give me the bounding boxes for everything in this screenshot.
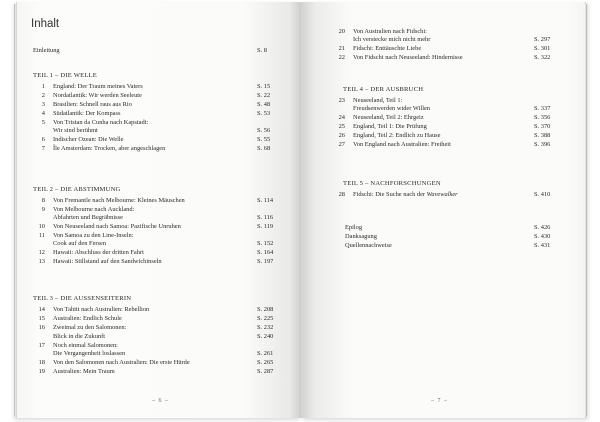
chapter-number: 15 xyxy=(38,315,45,322)
chapter-title-line: Von Fidschi nach Neuseeland: Hindernisse xyxy=(353,54,463,62)
chapter-title-line: Hawaii: Stillstand auf den Sandwichinseln xyxy=(53,258,162,266)
chapter-number: 18 xyxy=(38,359,45,367)
left-page xyxy=(16,2,301,418)
chapter-title-line: Blick in die Zukunft xyxy=(53,333,106,340)
page-reference: S. 232 xyxy=(257,324,274,331)
page-reference: S. 388 xyxy=(534,132,551,140)
chapter-title-line: Abfahrten und Begräbnisse xyxy=(53,214,123,222)
chapter-title-line: Cook auf den Fersen xyxy=(53,240,107,248)
page-reference: S. 322 xyxy=(534,54,551,62)
chapter-number: 20 xyxy=(338,28,345,35)
page-reference: S. 152 xyxy=(257,240,274,248)
chapter-number: 8 xyxy=(41,197,45,204)
chapter-title-line: Freudsenwerden wider Willen xyxy=(353,105,430,113)
chapter-number: 10 xyxy=(38,223,45,231)
chapter-title-line: Südatlantik: Der Kompass xyxy=(53,110,121,117)
page-reference: S. 8 xyxy=(257,47,267,54)
chapter-number: 6 xyxy=(41,136,45,144)
chapter-title-line: Nordatlantik: Wir werden Seeleute xyxy=(53,92,142,99)
chapter-number: 17 xyxy=(38,342,45,349)
chapter-title-line: Hawaii: Abschluss der dritten Fahrt xyxy=(53,249,144,257)
page-reference: S. 15 xyxy=(257,83,271,90)
page-reference: S. 396 xyxy=(534,141,551,149)
page-reference: S. 56 xyxy=(257,127,271,135)
page-reference: S. 164 xyxy=(257,249,274,257)
page-reference: S. 119 xyxy=(257,223,274,231)
page-reference: S. 431 xyxy=(534,241,551,249)
page-reference: S. 55 xyxy=(257,136,271,144)
page-reference: S. 261 xyxy=(257,350,274,358)
chapter-number: 25 xyxy=(338,123,345,131)
right-page xyxy=(301,2,586,418)
section-heading: TEIL 4 – DER AUSBRUCH xyxy=(343,86,424,93)
back-matter-title: Epilog xyxy=(345,224,363,231)
page-reference: S. 410 xyxy=(534,191,551,198)
chapter-number: 23 xyxy=(338,97,345,104)
chapter-title-line: England: Der Traum meines Vaters xyxy=(53,83,143,90)
chapter-title-line: England, Teil 2: Endlich zu Hause xyxy=(353,132,441,140)
page-reference: S. 370 xyxy=(534,123,551,131)
chapter-title-line: Von Tahiti nach Australien: Rebellion xyxy=(53,306,150,313)
page-reference: S. 197 xyxy=(257,258,274,266)
chapter-title-line: Von Neuseeland nach Samoa: Pazifische Unruhen xyxy=(53,223,181,231)
chapter-title-line: Australien: Endlich Schule xyxy=(53,315,122,322)
page-reference: S. 225 xyxy=(257,315,274,322)
chapter-title-line: Indischer Ozean: Die Welle xyxy=(53,136,124,144)
page-number-right: – 7 – xyxy=(431,398,448,404)
chapter-number: 9 xyxy=(41,206,45,213)
chapter-title-line: Von England nach Australien: Freiheit xyxy=(353,141,451,149)
chapter-title-line: Neuseeland, Teil 2: Ehrgeiz xyxy=(353,114,424,122)
chapter-title-line: Von Fremantle nach Melbourne: Kleines Mäuschen xyxy=(53,197,185,204)
chapter-number: 7 xyxy=(41,145,45,153)
page-reference: S. 48 xyxy=(257,101,271,108)
page-title: Inhalt xyxy=(31,18,60,30)
intro-title: Einleitung xyxy=(33,47,60,54)
back-matter-title: Quellennachweise xyxy=(345,241,392,249)
chapter-number: 12 xyxy=(38,249,45,257)
chapter-title-line: Australien: Mein Traum xyxy=(53,368,115,376)
page-reference: S. 297 xyxy=(534,36,551,44)
back-matter-title: Danksagung xyxy=(345,232,377,240)
page-reference: S. 240 xyxy=(257,333,274,340)
chapter-title-line: Von Samoa zu den Line-Inseln: xyxy=(53,232,134,240)
page-reference: S. 301 xyxy=(534,45,551,53)
chapter-number: 28 xyxy=(338,191,345,198)
page-reference: S. 430 xyxy=(534,232,551,240)
chapter-title-line: Von den Salomonen nach Australien: Die erste Hürde xyxy=(53,359,190,367)
page-reference: S. 356 xyxy=(534,114,551,122)
page-number-left: – 6 – xyxy=(152,398,169,404)
page-reference: S. 116 xyxy=(257,214,274,222)
chapter-number: 26 xyxy=(338,132,345,140)
chapter-title-line: Wir sind berühmt xyxy=(53,127,98,135)
chapter-title-line: Von Tristan da Cunha nach Kapstadt: xyxy=(53,119,149,126)
page-reference: S. 68 xyxy=(257,145,271,153)
chapter-title-line: Ich verstecke mich nicht mehr xyxy=(353,36,431,44)
chapter-number: 16 xyxy=(38,324,45,331)
page-reference: S. 22 xyxy=(257,92,271,99)
page-reference: S. 287 xyxy=(257,368,274,376)
chapter-number: 21 xyxy=(338,45,345,53)
chapter-title-line: England, Teil 1: Die Prüfung xyxy=(353,123,427,131)
section-heading: TEIL 5 – NACHFORSCHUNGEN xyxy=(343,180,441,187)
chapter-title-line: Brasilien: Schnell raus aus Rio xyxy=(53,101,132,108)
chapter-title-line: Die Vergangenheit loslassen xyxy=(53,350,126,358)
chapter-number: 13 xyxy=(38,258,45,266)
chapter-number: 2 xyxy=(41,92,45,99)
page-reference: S. 114 xyxy=(257,197,274,204)
chapter-number: 27 xyxy=(338,141,345,149)
chapter-number: 11 xyxy=(38,232,45,240)
open-book xyxy=(16,2,586,420)
page-reference: S. 208 xyxy=(257,306,274,313)
chapter-number: 14 xyxy=(38,306,45,313)
chapter-number: 3 xyxy=(41,101,45,108)
section-heading: TEIL 2 – DIE ABSTIMMUNG xyxy=(33,186,121,193)
chapter-number: 1 xyxy=(41,83,45,90)
section-heading: TEIL 1 – DIE WELLE xyxy=(33,72,98,79)
chapter-title-line: Neuseeland, Teil 1: xyxy=(353,97,403,104)
page-reference: S. 426 xyxy=(534,224,551,231)
chapter-number: 5 xyxy=(41,119,45,126)
boat-name: Wavewalker xyxy=(426,191,458,198)
section-heading: TEIL 3 – DIE AUSSENSEITERIN xyxy=(33,295,132,302)
chapter-number: 24 xyxy=(338,114,345,122)
chapter-title-line: Von Melbourne nach Auckland: xyxy=(53,206,135,213)
chapter-title-line: Noch einmal Salomonen: xyxy=(53,342,118,349)
chapter-number: 22 xyxy=(338,54,345,62)
chapter-title-line: Île Amsterdam: Trocken, aber angeschlagen xyxy=(53,145,166,153)
chapter-title-line: Von Australien nach Fidschi: xyxy=(353,28,427,35)
chapter-number: 4 xyxy=(41,110,45,117)
chapter-title-line: Fidschi: Die Suche nach der Wavewalker xyxy=(353,191,458,198)
chapter-title-line: Zweimal zu den Salomonen: xyxy=(53,324,127,331)
page-reference: S. 53 xyxy=(257,110,271,117)
page-reference: S. 337 xyxy=(534,105,551,113)
chapter-number: 19 xyxy=(38,368,45,376)
chapter-title-line: Fidschi: Enttäuschte Liebe xyxy=(353,45,422,53)
page-reference: S. 265 xyxy=(257,359,274,367)
